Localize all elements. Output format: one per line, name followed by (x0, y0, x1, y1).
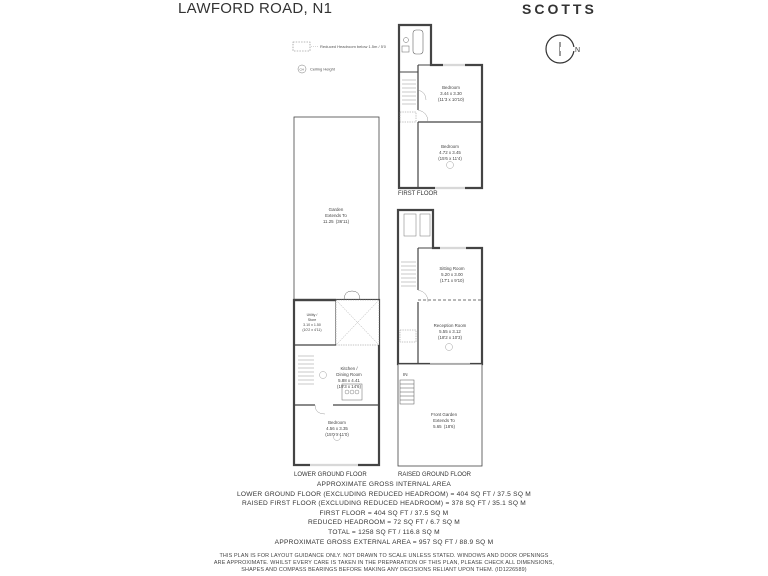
room-metric: 4.72 x 3.45 (439, 150, 461, 155)
compass-north-letter: N (575, 47, 581, 54)
room-imperial: (15'6 x 11'4) (438, 156, 462, 161)
raised-ground-outline (398, 210, 482, 364)
lower-ground-floor-plan (294, 117, 379, 465)
area-reduced-headroom: REDUCED HEADROOM = 72 SQ FT / 6.7 SQ M (307, 519, 461, 527)
room-imperial: (10'2 x 4'11) (302, 328, 322, 332)
disclaimer (0, 553, 768, 574)
agency-logo: SCOTTS (522, 1, 597, 17)
room-imperial: (18'2 x 10'3) (438, 335, 462, 340)
room-imperial: (15'0 x 11'0) (325, 432, 349, 437)
room-ff-bedroom-2 (438, 144, 462, 161)
room-metric: 11.25 (322, 219, 334, 224)
room-metric-imperial (323, 219, 350, 224)
reduced-headroom-swatch (293, 42, 310, 51)
room-front-garden (431, 412, 458, 429)
room-imperial: (18'6) (443, 424, 455, 429)
room-name: Kitchen / (340, 366, 358, 371)
area-first-floor: FIRST FLOOR = 404 SQ FT / 37.5 SQ M (319, 509, 449, 517)
room-metric: 5.88 x 4.41 (338, 378, 360, 383)
room-name: Garden (328, 207, 344, 212)
room-metric: 5.20 x 3.00 (441, 272, 463, 277)
legend (293, 42, 387, 73)
room-imperial: (19'3 x 14'6) (337, 384, 361, 389)
area-external: APPROXIMATE GROSS EXTERNAL AREA = 957 SQ FT / 88.9 SQ M (274, 538, 494, 546)
room-line2: Dining Room (336, 372, 362, 377)
legend-ceiling-height: Ceiling Height (310, 66, 335, 72)
floor-label-first: FIRST FLOOR (398, 191, 438, 197)
first-floor-outline (399, 25, 482, 188)
disclaimer-line: ARE APPROXIMATE. WHILST EVERY CARE IS TAKEN IN THE PREPARATION OF THIS PLAN, PLEASE CHECK ALL DIMENSIONS, (213, 560, 555, 566)
room-name: Utility / (306, 313, 318, 317)
room-imperial: (36'11) (335, 219, 350, 224)
room-imperial: (11'3 x 10'10) (437, 97, 465, 102)
legend-reduced-headroom: Reduced Headroom below 1.5m / 5'0 (320, 44, 386, 49)
ceiling-height-symbol-text: CH (299, 67, 304, 72)
room-line2: Store (307, 318, 317, 322)
room-metric-imperial (433, 424, 455, 429)
room-metric: 4.56 x 3.35 (326, 426, 348, 431)
room-metric: 3.44 x 3.30 (440, 91, 462, 96)
floor-label-lower-ground: LOWER GROUND FLOOR (294, 472, 367, 478)
room-metric: 5.65 (433, 424, 442, 429)
first-floor-plan (399, 25, 482, 188)
area-heading: APPROXIMATE GROSS INTERNAL AREA (316, 481, 452, 488)
entrance-marker: IN (403, 372, 408, 377)
room-name: Reception Room (433, 323, 467, 328)
room-imperial: (17'1 x 9'10) (440, 278, 464, 283)
room-sitting-room (439, 266, 464, 283)
area-lower-ground: LOWER GROUND FLOOR (EXCLUDING REDUCED HEADROOM) = 404 SQ FT / 37.5 SQ M (236, 490, 532, 498)
area-raised-first: RAISED FIRST FLOOR (EXCLUDING REDUCED HEADROOM) = 378 SQ FT / 35.1 SQ M (241, 500, 527, 508)
room-name: Front Garden (430, 412, 458, 417)
room-metric: 5.55 x 3.12 (439, 329, 461, 334)
room-name: Bedroom (442, 85, 460, 90)
room-metric: 3.10 x 1.50 (303, 323, 321, 327)
floor-label-raised-ground: RAISED GROUND FLOOR (398, 472, 472, 478)
disclaimer-line: SHAPES AND COMPASS BEARINGS BEFORE MAKING ANY DECISIONS RELIANT UPON THEM. (ID1226589) (241, 567, 527, 573)
room-name: Sitting Room (439, 266, 465, 271)
property-title: LAWFORD ROAD, N1 (178, 0, 333, 17)
room-line2: Extends To (325, 213, 347, 218)
area-total: TOTAL = 1258 SQ FT / 116.8 SQ M (328, 528, 440, 536)
area-summary (0, 480, 768, 547)
room-name: Bedroom (441, 144, 459, 149)
room-name: Bedroom (328, 420, 346, 425)
compass (546, 35, 580, 63)
room-lg-bedroom (325, 420, 349, 437)
disclaimer-line: THIS PLAN IS FOR LAYOUT GUIDANCE ONLY. NOT DRAWN TO SCALE UNLESS STATED. WINDOWS AND DOOR OPENINGS (219, 553, 549, 559)
room-line2: Extends To (433, 418, 455, 423)
